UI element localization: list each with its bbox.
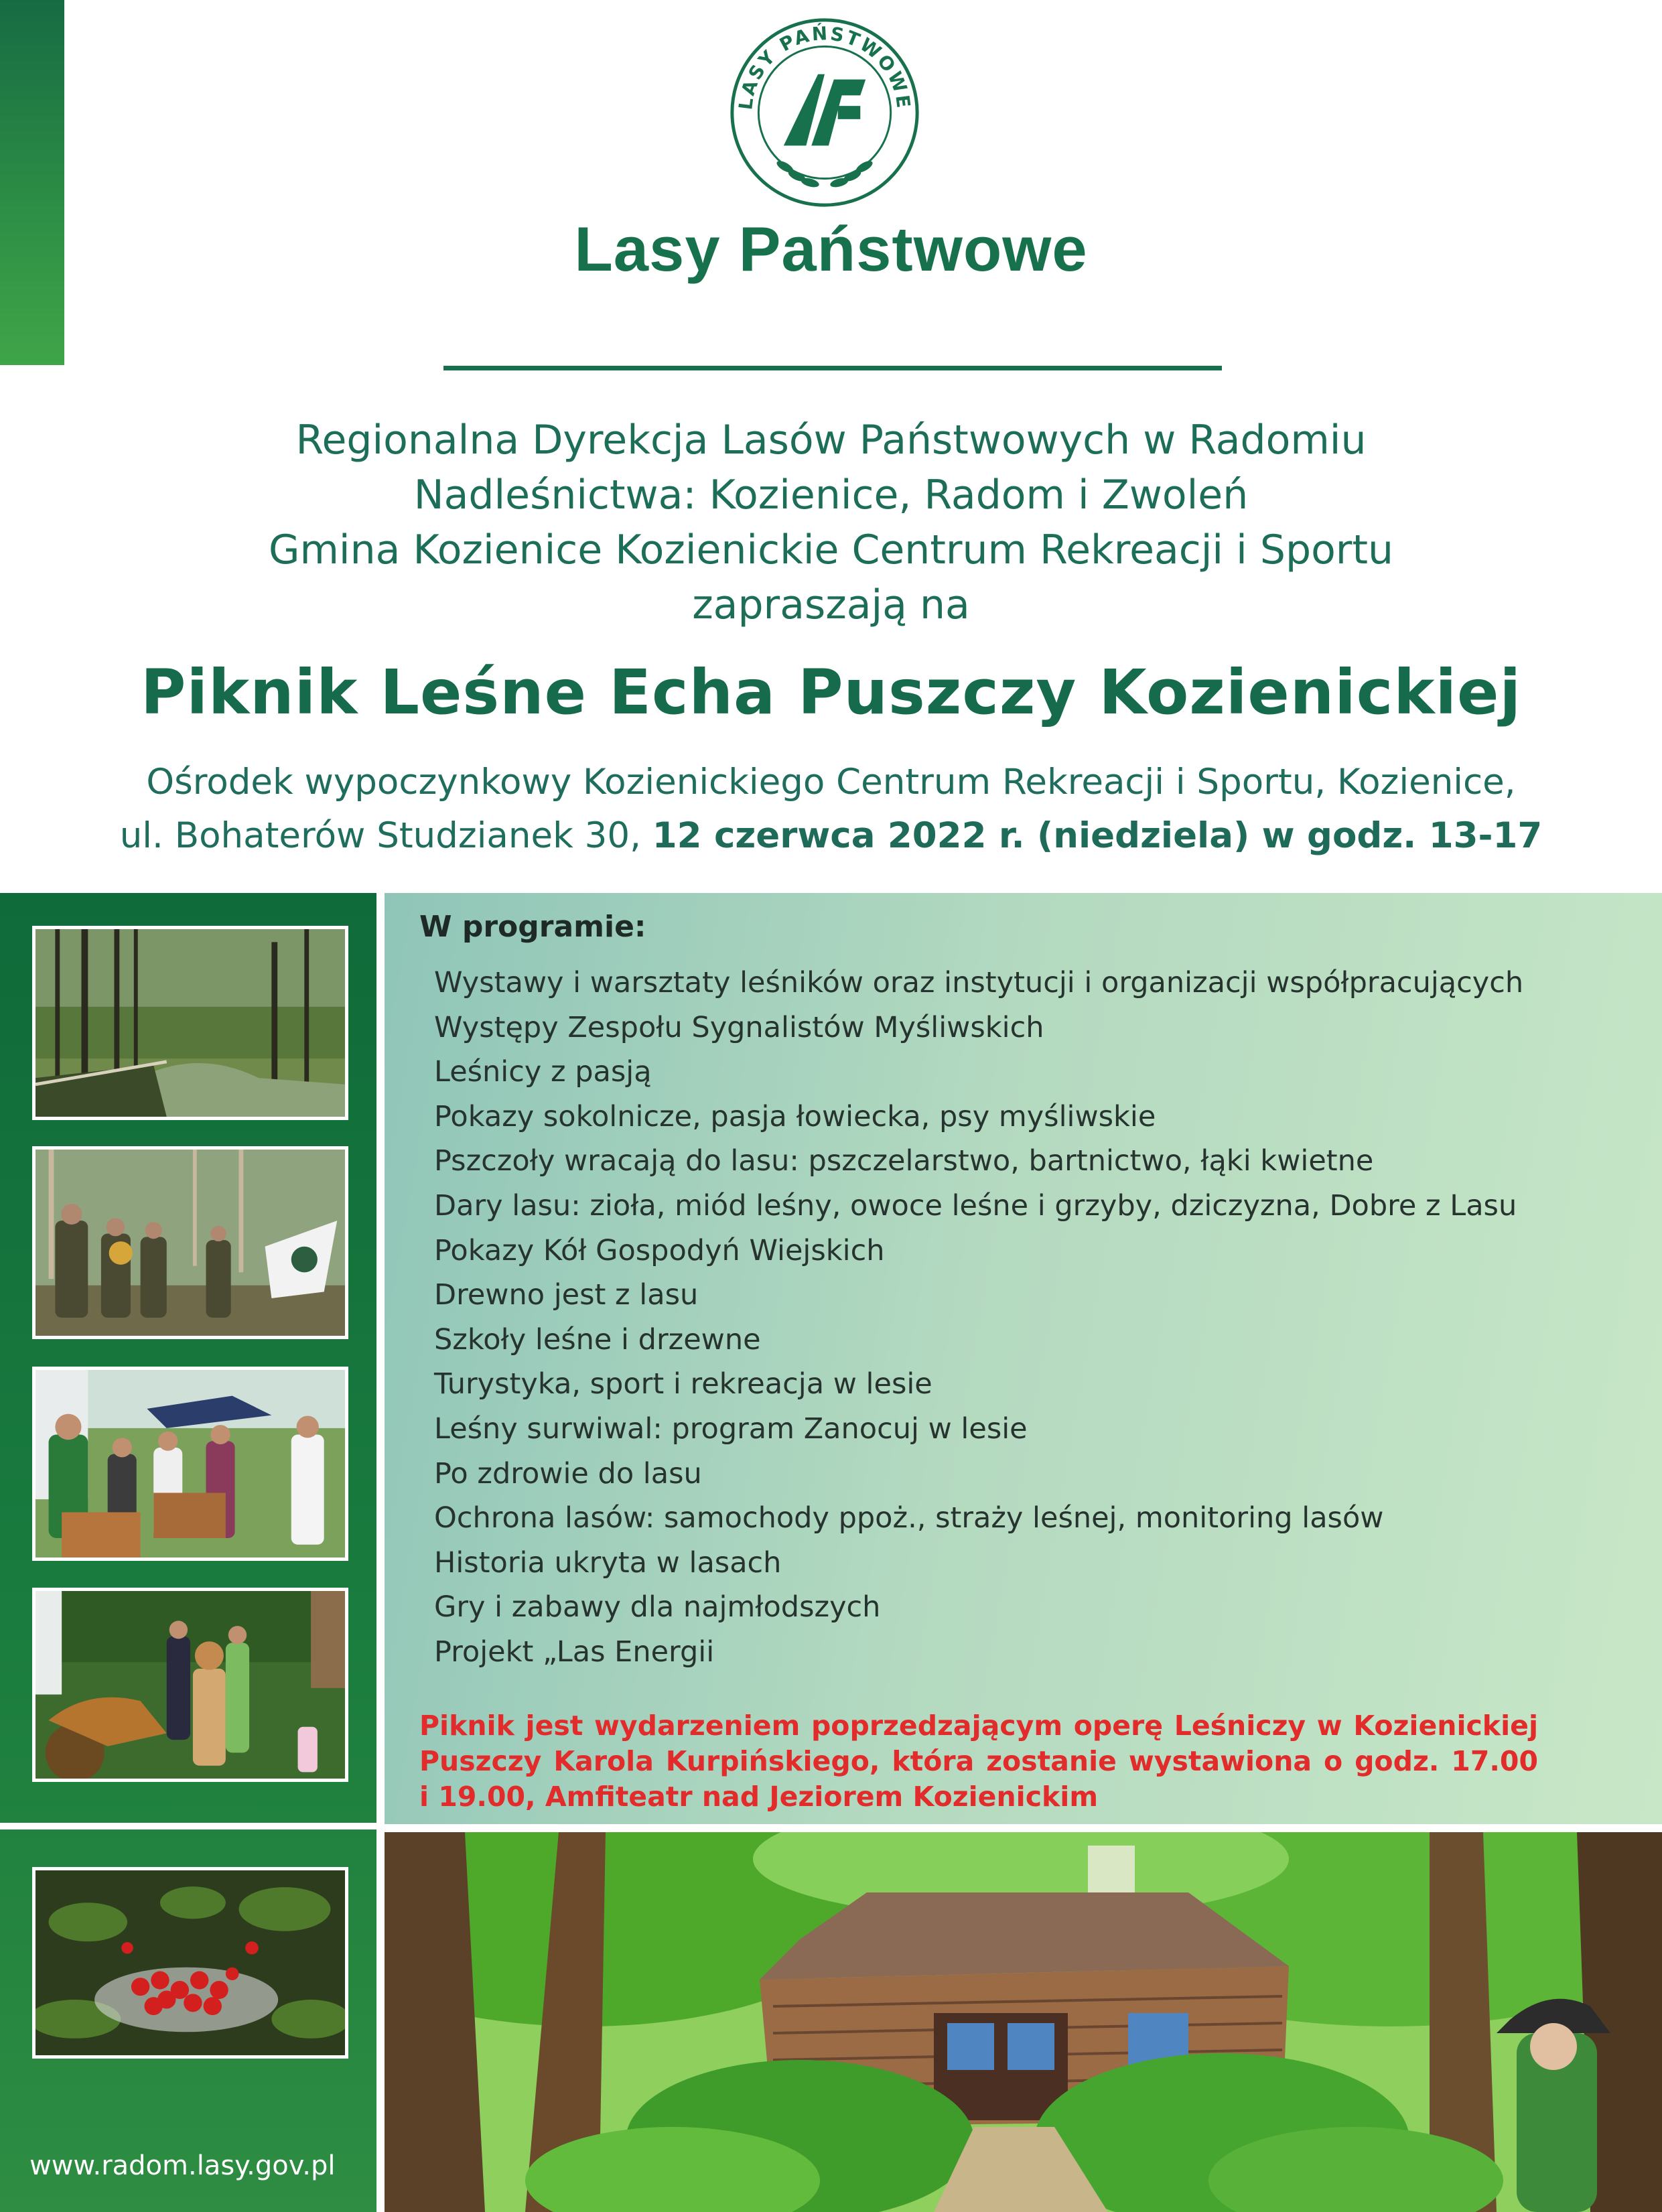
forest-river-photo	[32, 926, 348, 1120]
invitation-line: zapraszają na	[692, 581, 970, 628]
organizer-line: Nadleśnictwa: Kozienice, Radom i Zwoleń	[413, 472, 1249, 519]
notice-line: Piknik jest wydarzeniem poprzedzającym operę Leśniczy w Kozienickiej	[419, 1710, 1538, 1742]
program-item: Drewno jest z lasu	[434, 1278, 699, 1312]
website-url: www.radom.lasy.gov.pl	[29, 2150, 336, 2181]
venue-line-1: Ośrodek wypoczynkowy Kozienickiego Centrum Rekreacji i Sportu, Kozienice,	[146, 762, 1516, 803]
venue-block	[0, 756, 1662, 863]
event-date-time: 12 czerwca 2022 r. (niedziela) w godz. 13-17	[652, 815, 1543, 856]
organizers-block	[0, 413, 1662, 632]
venue-line-2	[0, 809, 1662, 863]
top-left-green-bar	[0, 0, 64, 365]
program-item: Gry i zabawy dla najmłodszych	[434, 1590, 881, 1625]
program-item: Wystawy i warsztaty leśników oraz instytucji i organizacji współpracujących	[434, 966, 1524, 999]
program-heading: W programie:	[419, 910, 646, 944]
program-item: Pszczoły wracają do lasu: pszczelarstwo, bartnictwo, łąki kwietne	[434, 1144, 1374, 1178]
forester-lodge-illustration	[385, 1832, 1662, 2212]
program-item: Po zdrowie do lasu	[434, 1456, 702, 1491]
program-item: Występy Zespołu Sygnalistów Myśliwskich	[434, 1010, 1044, 1044]
wooden-motorcycle-sculpture-photo	[32, 1588, 348, 1782]
program-item: Turystyka, sport i rekreacja w lesie	[434, 1367, 932, 1401]
column-separator	[376, 893, 385, 2212]
lasy-panstwowe-logo	[725, 13, 924, 212]
title-divider	[443, 366, 1222, 370]
picnic-crowd-photo	[32, 1367, 348, 1561]
program-item: Ochrona lasów: samochody ppoż., straży leśnej, monitoring lasów	[434, 1501, 1384, 1535]
hunting-horn-players-photo	[32, 1146, 348, 1339]
organizer-line: Gmina Kozienice Kozienickie Centrum Rekreacji i Sportu	[268, 527, 1394, 573]
organizer-line: Regionalna Dyrekcja Lasów Państwowych w Radomiu	[295, 417, 1367, 464]
program-item: Leśnicy z pasją	[434, 1055, 652, 1089]
venue-address: ul. Bohaterów Studzianek 30,	[119, 815, 652, 856]
program-list	[434, 961, 1523, 1675]
program-item: Leśny surwiwal: program Zanocuj w lesie	[434, 1411, 1028, 1446]
program-item: Szkoły leśne i drzewne	[434, 1322, 761, 1357]
panel-separator	[385, 1824, 1662, 1832]
svg-text:LASY PAŃSTWOWE: LASY PAŃSTWOWE	[734, 22, 915, 111]
notice-line: Puszczy Karola Kurpińskiego, która zostanie wystawiona o godz. 17.00	[419, 1745, 1538, 1777]
event-title: Piknik Leśne Echa Puszczy Kozienickiej	[141, 656, 1521, 728]
program-item: Dary lasu: zioła, miód leśny, owoce leśne i grzyby, dziczyzna, Dobre z Lasu	[434, 1188, 1517, 1223]
program-item: Pokazy sokolnicze, pasja łowiecka, psy myśliwskie	[434, 1099, 1156, 1133]
program-item: Historia ukryta w lasach	[434, 1545, 782, 1580]
opera-notice	[419, 1708, 1538, 1815]
sidebar-divider	[0, 1823, 376, 1829]
program-item: Projekt „Las Energii	[434, 1635, 715, 1669]
brand-title: Lasy Państwowe	[574, 214, 1088, 284]
notice-line: i 19.00, Amfiteatr nad Jeziorem Kozienickim	[419, 1781, 1099, 1813]
program-item: Pokazy Kół Gospodyń Wiejskich	[434, 1233, 885, 1267]
wild-strawberries-photo	[32, 1867, 348, 2059]
